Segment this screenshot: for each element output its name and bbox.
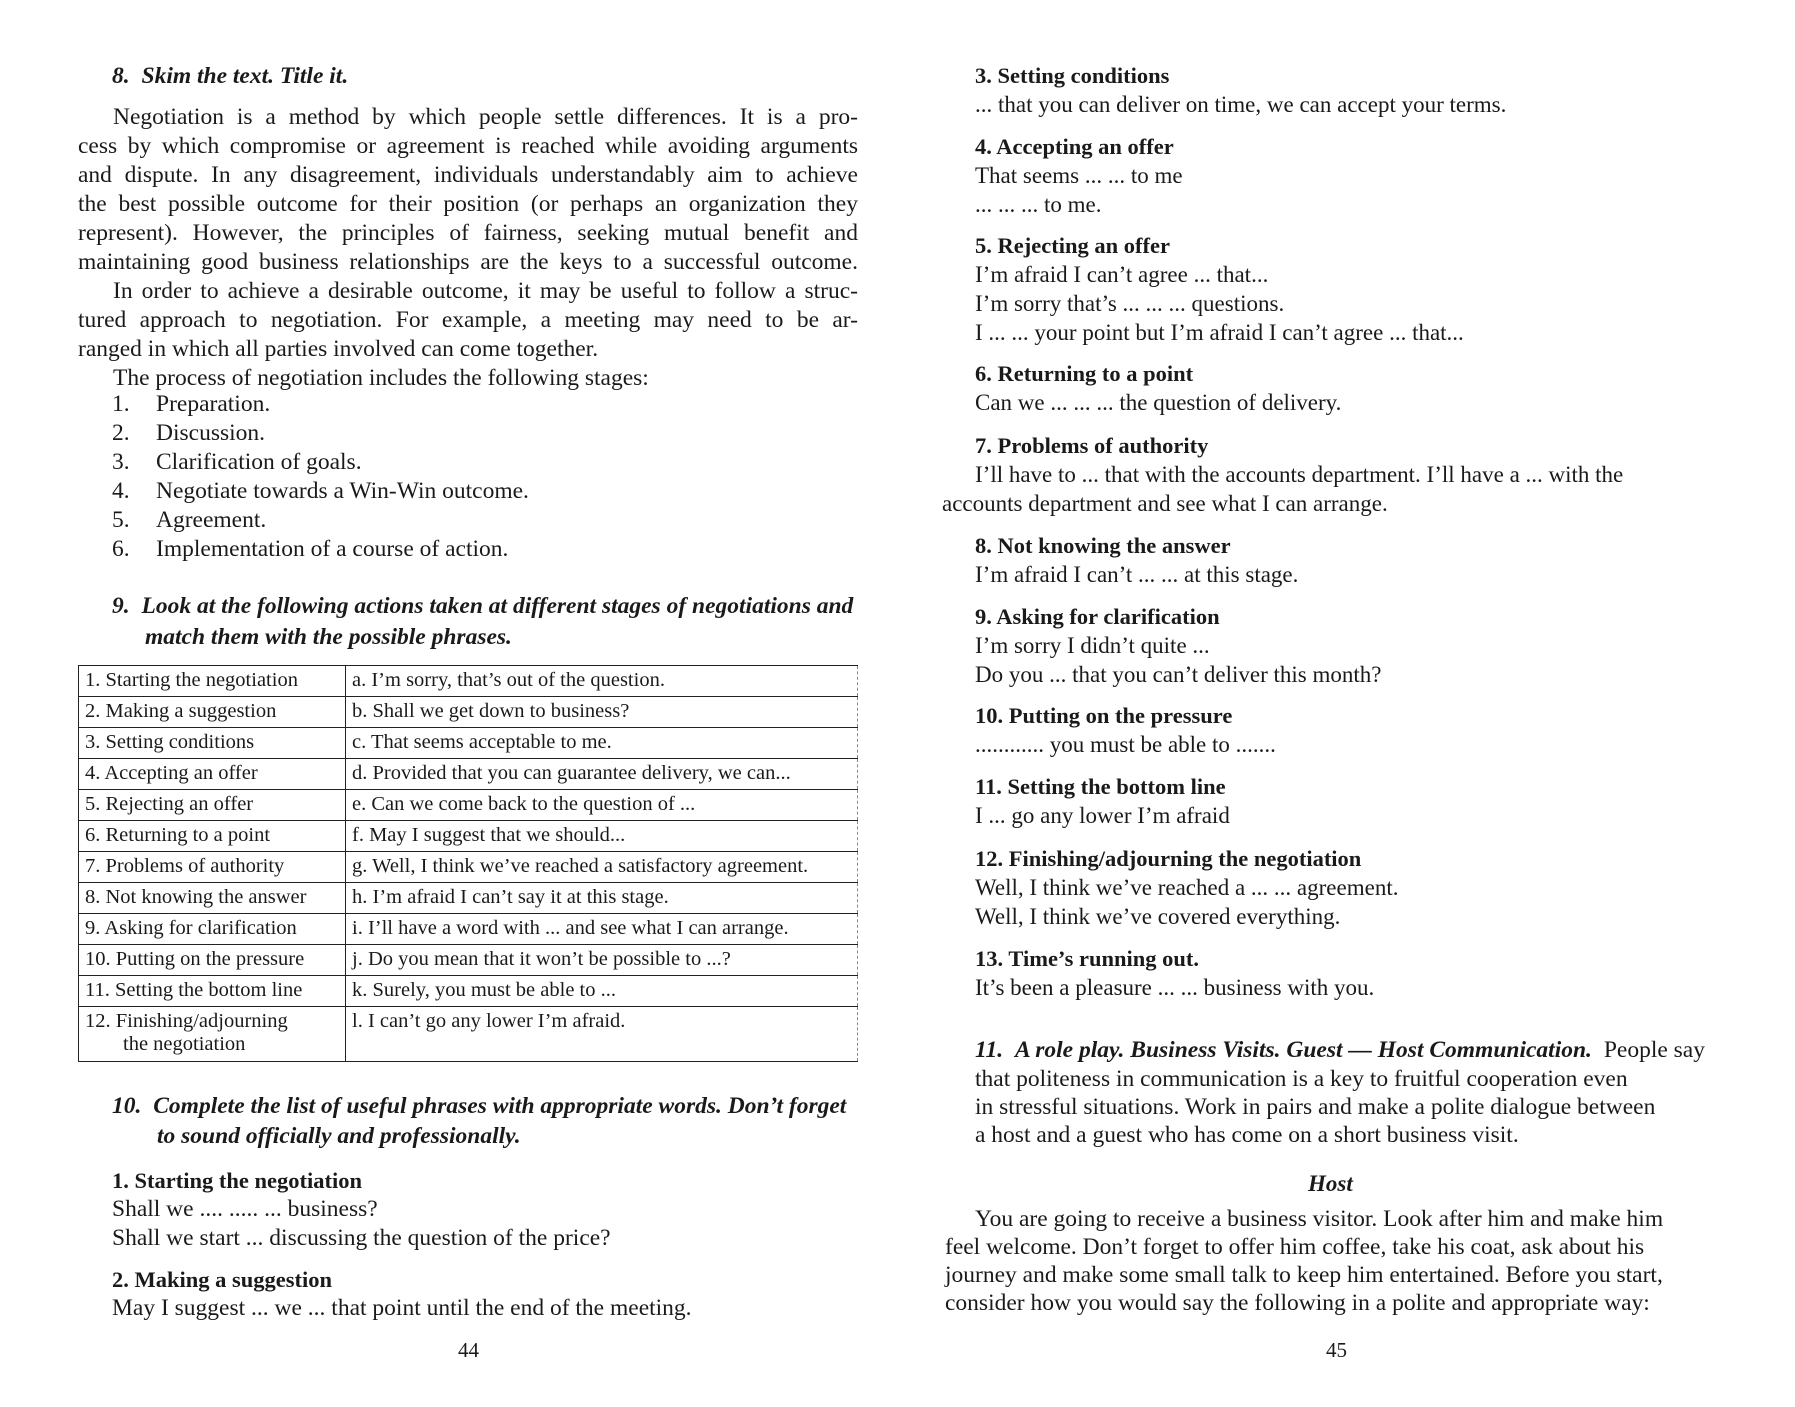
passage-line: In order to achieve a desirable outcome, it may be useful to follow a struc- — [113, 278, 858, 304]
phrase-block-5 — [975, 232, 1464, 347]
phrase-heading: 10. Putting on the pressure — [975, 703, 1233, 728]
phrase-block-13 — [975, 945, 1374, 1002]
phrase-line: May I suggest ... we ... that point until the end of the meeting. — [112, 1295, 692, 1321]
host-heading: Host — [1308, 1171, 1353, 1196]
page-number: 45 — [1326, 1338, 1347, 1362]
table-row: 10. Putting on the pressure j. Do you mean that it won’t be possible to ...? — [79, 945, 858, 976]
table-row: 6. Returning to a point f. May I suggest that we should... — [79, 821, 858, 852]
task-title: Look at the following actions taken at different stages of negotiations and — [141, 593, 854, 619]
task-11-heading — [975, 1036, 1705, 1065]
task-text-line: in stressful situations. Work in pairs and make a polite dialogue between — [975, 1094, 1656, 1120]
phrase-line: ... ... ... to me. — [975, 192, 1102, 217]
matching-table — [78, 665, 858, 1062]
phrase-heading: 3. Setting conditions — [975, 63, 1170, 88]
phrase-line: Shall we start ... discussing the question of the price? — [112, 1225, 611, 1251]
task-number: 8. — [112, 63, 130, 89]
phrase-line: I’m sorry that’s ... ... ... questions. — [975, 291, 1285, 316]
passage-line: the best possible outcome for their position (or perhaps an organization they — [78, 191, 858, 217]
phrase-block-3 — [975, 62, 1506, 119]
phrase-block-4 — [975, 133, 1183, 219]
list-item: 6. Implementation of a course of action. — [112, 536, 509, 562]
phrase-heading: 11. Setting the bottom line — [975, 774, 1226, 799]
host-text-line: journey and make some small talk to keep him entertained. Before you start, — [945, 1262, 1663, 1288]
stages-list — [112, 390, 529, 564]
phrase-line: Well, I think we’ve covered everything. — [975, 904, 1341, 929]
phrase-block-8 — [975, 532, 1298, 589]
task-number: 11. — [975, 1037, 1004, 1063]
phrase-heading: 5. Rejecting an offer — [975, 233, 1170, 258]
task-9-heading-line2: match them with the possible phrases. — [145, 624, 512, 650]
host-text-line: feel welcome. Don’t forget to offer him coffee, take his coat, ask about his — [945, 1234, 1645, 1260]
host-text-line: You are going to receive a business visitor. Look after him and make him — [975, 1206, 1664, 1232]
phrase-line: Well, I think we’ve reached a ... ... agreement. — [975, 875, 1399, 900]
table-row: 4. Accepting an offer d. Provided that you can guarantee delivery, we can... — [79, 759, 858, 790]
phrase-line: It’s been a pleasure ... ... business with you. — [975, 975, 1375, 1000]
phrase-heading: 2. Making a suggestion — [112, 1267, 333, 1292]
table-row: 9. Asking for clarification i. I’ll have a word with ... and see what I can arrange. — [79, 914, 858, 945]
task-8-heading — [112, 62, 348, 91]
phrase-heading: 1. Starting the negotiation — [112, 1168, 362, 1193]
host-text-line: consider how you would say the following in a polite and appropriate way: — [945, 1290, 1650, 1316]
task-text-line: that politeness in communication is a key to fruitful cooperation even — [975, 1066, 1628, 1092]
list-item: 5. Agreement. — [112, 507, 267, 533]
list-item: 4. Negotiate towards a Win-Win outcome. — [112, 478, 529, 504]
table-row: 7. Problems of authority g. Well, I think we’ve reached a satisfactory agreement. — [79, 852, 858, 883]
right-page — [900, 0, 1795, 1407]
phrase-block-2 — [112, 1266, 692, 1323]
phrase-line: Can we ... ... ... the question of delivery. — [975, 390, 1342, 415]
table-row: 2. Making a suggestion b. Shall we get down to business? — [79, 697, 858, 728]
task-10-heading-line2: to sound officially and professionally. — [157, 1123, 521, 1149]
passage-line: maintaining good business relationships are the keys to a successful outcome. — [78, 249, 858, 275]
list-item: 2. Discussion. — [112, 420, 266, 446]
passage-line: Negotiation is a method by which people settle differences. It is a pro- — [113, 104, 858, 130]
phrase-line: Shall we .... ..... ... business? — [112, 1196, 378, 1222]
passage-line: The process of negotiation includes the following stages: — [113, 365, 649, 391]
task-text: People say — [1603, 1037, 1705, 1063]
passage-line: and dispute. In any disagreement, individuals understandably aim to achieve — [78, 162, 858, 188]
list-item: 3. Clarification of goals. — [112, 449, 362, 475]
phrase-heading: 9. Asking for clarification — [975, 604, 1220, 629]
task-title: Skim the text. Title it. — [141, 63, 349, 89]
task-title: Complete the list of useful phrases with appropriate words. Don’t forget — [153, 1093, 847, 1119]
phrase-line: I’m sorry I didn’t quite ... — [975, 633, 1210, 658]
passage-line: represent). However, the principles of fairness, seeking mutual benefit and — [78, 220, 858, 246]
list-item: 1. Preparation. — [112, 391, 271, 417]
phrase-line: I ... ... your point but I’m afraid I can’t agree ... that... — [975, 320, 1464, 345]
phrase-heading: 8. Not knowing the answer — [975, 533, 1231, 558]
phrase-heading: 4. Accepting an offer — [975, 134, 1174, 159]
task-9-heading — [112, 592, 853, 621]
negotiation-passage — [78, 103, 858, 393]
phrase-heading: 13. Time’s running out. — [975, 946, 1200, 971]
phrase-block-1 — [112, 1167, 611, 1253]
page-number: 44 — [458, 1338, 479, 1362]
task-number: 10. — [112, 1093, 142, 1119]
task-number: 9. — [112, 593, 130, 619]
passage-line: tured approach to negotiation. For example, a meeting may need to be ar- — [78, 307, 858, 333]
table-row: 1. Starting the negotiation a. I’m sorry, that’s out of the question. — [79, 666, 858, 697]
phrase-heading: 7. Problems of authority — [975, 433, 1209, 458]
phrase-block-7 — [942, 432, 1624, 518]
phrase-line: I ... go any lower I’m afraid — [975, 803, 1230, 828]
phrase-line: ............ you must be able to ....... — [975, 732, 1276, 757]
phrase-line: That seems ... ... to me — [975, 163, 1183, 188]
table-row: 11. Setting the bottom line k. Surely, you must be able to ... — [79, 976, 858, 1007]
task-text-line: a host and a guest who has come on a short business visit. — [975, 1122, 1519, 1148]
task-title: A role play. Business Visits. Guest — Host Communication. — [1014, 1037, 1592, 1063]
table-row: 8. Not knowing the answer h. I’m afraid I can’t say it at this stage. — [79, 883, 858, 914]
table-row: 12. Finishing/adjourning the negotiation l. I can’t go any lower I’m afraid. — [79, 1007, 858, 1062]
phrase-line: accounts department and see what I can arrange. — [942, 491, 1388, 516]
phrase-heading: 6. Returning to a point — [975, 361, 1194, 386]
passage-line: cess by which compromise or agreement is reached while avoiding arguments — [78, 133, 858, 159]
phrase-line: Do you ... that you can’t deliver this month? — [975, 662, 1382, 687]
phrase-block-6 — [975, 360, 1341, 417]
phrase-block-10 — [975, 702, 1276, 759]
phrase-line: ... that you can deliver on time, we can accept your terms. — [975, 92, 1507, 117]
phrase-block-11 — [975, 773, 1230, 830]
task-10-heading — [112, 1092, 846, 1121]
phrase-block-9 — [975, 603, 1381, 689]
phrase-line: I’ll have to ... that with the accounts department. I’ll have a ... with the — [975, 462, 1624, 487]
phrase-line: I’m afraid I can’t agree ... that... — [975, 262, 1269, 287]
phrase-heading: 12. Finishing/adjourning the negotiation — [975, 846, 1362, 871]
passage-line: ranged in which all parties involved can come together. — [78, 336, 599, 362]
table-row: 5. Rejecting an offer e. Can we come back to the question of ... — [79, 790, 858, 821]
phrase-block-12 — [975, 845, 1398, 931]
table-row: 3. Setting conditions c. That seems acceptable to me. — [79, 728, 858, 759]
phrase-line: I’m afraid I can’t ... ... at this stage. — [975, 562, 1299, 587]
